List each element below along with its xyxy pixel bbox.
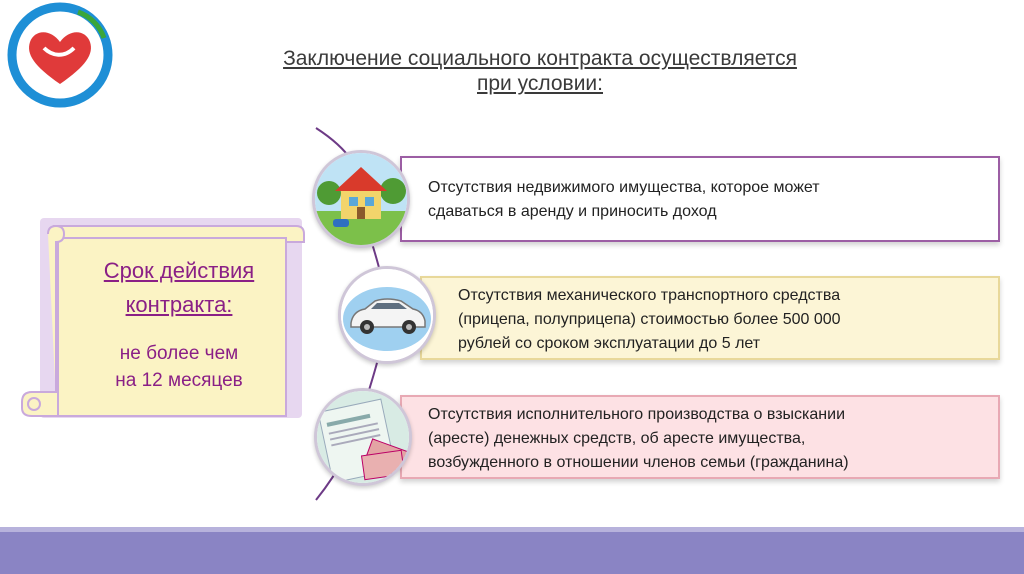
condition-line: сдаваться в аренду и приносить доход: [428, 203, 717, 220]
condition-line: (прицепа, полуприцепа) стоимостью более 500 000: [458, 311, 841, 328]
scroll-title-line-2: контракта:: [125, 292, 233, 317]
condition-line: Отсутствия механического транспортного средства: [458, 287, 841, 304]
condition-text: [458, 284, 841, 356]
condition-line: Отсутствия недвижимого имущества, которое может: [428, 179, 820, 196]
logo: [4, 2, 116, 108]
house-icon: [312, 150, 410, 248]
condition-text: [428, 403, 849, 475]
contract-term-scroll: [14, 212, 308, 424]
car-icon: [338, 266, 436, 364]
writ-document-icon: [314, 388, 412, 486]
condition-card-property: [400, 156, 1000, 242]
scroll-title-line-1: Срок действия: [103, 258, 255, 283]
scroll-value: [74, 340, 284, 394]
footer-band: [0, 532, 1024, 574]
title-line-1: Заключение социального контракта осуществляется: [283, 47, 797, 70]
condition-line: (аресте) денежных средств, об аресте имущества,: [428, 430, 806, 447]
scroll-title: [74, 254, 284, 322]
condition-line: рублей со сроком эксплуатации до 5 лет: [458, 335, 761, 352]
scroll-value-line-2: на 12 месяцев: [115, 370, 243, 391]
condition-line: Отсутствия исполнительного производства о взыскании: [428, 406, 846, 423]
condition-line: возбужденного в отношении членов семьи (гражданина): [428, 454, 849, 471]
condition-card-vehicle: [420, 276, 1000, 360]
condition-text: [428, 176, 820, 224]
page-title: [190, 46, 890, 96]
title-line-2: при условии:: [477, 72, 603, 95]
condition-card-enforcement: [400, 395, 1000, 479]
heart-logo-icon: [4, 2, 116, 108]
scroll-value-line-1: не более чем: [119, 343, 239, 364]
